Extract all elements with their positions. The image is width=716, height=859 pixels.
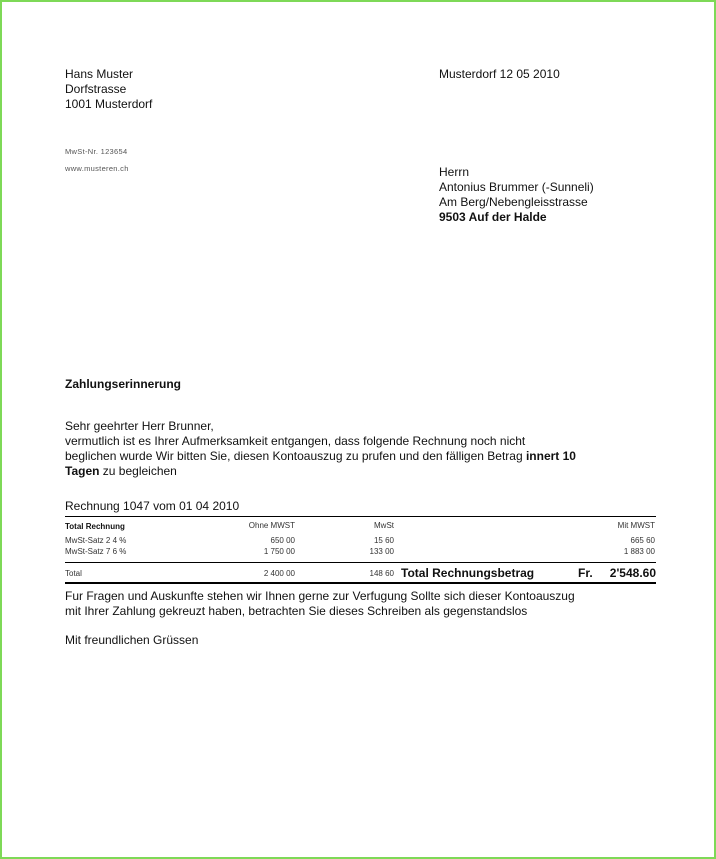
invoice-title: Rechnung 1047 vom 01 04 2010 bbox=[65, 499, 240, 513]
recipient-city: 9503 Auf der Halde bbox=[439, 210, 547, 224]
row-label: MwSt-Satz 2 4 % bbox=[65, 536, 127, 545]
invoice-top-rule bbox=[65, 516, 656, 517]
body-deadline-part-1: innert 10 bbox=[525, 449, 576, 463]
sender-city: 1001 Musterdorf bbox=[65, 97, 153, 111]
sender-street: Dorfstrasse bbox=[65, 82, 127, 96]
recipient-name: Antonius Brummer (-Sunneli) bbox=[439, 180, 594, 194]
sender-address bbox=[65, 67, 152, 112]
table-header-gross: Mit MWST bbox=[617, 521, 655, 530]
row-vat: 15 60 bbox=[373, 536, 394, 545]
total-net: 2 400 00 bbox=[263, 569, 295, 578]
total-vat: 148 60 bbox=[369, 569, 394, 578]
body-line-3 bbox=[65, 464, 665, 479]
row-vat: 133 00 bbox=[369, 547, 394, 556]
recipient-salutation: Herrn bbox=[439, 165, 470, 179]
total-amount: 2'548.60 bbox=[609, 566, 656, 580]
closing-line-2: mit Ihrer Zahlung gekreuzt haben, betrachten Sie dieses Schreiben als gegenstandslos bbox=[65, 604, 528, 618]
recipient-address bbox=[439, 165, 594, 225]
total-label: Total bbox=[65, 569, 82, 578]
body-line-3-text: zu begleichen bbox=[99, 464, 177, 478]
row-gross: 1 883 00 bbox=[623, 547, 655, 556]
total-double-rule bbox=[65, 582, 656, 584]
closing-regards: Mit freundlichen Grüssen bbox=[65, 633, 199, 647]
place-date: Musterdorf 12 05 2010 bbox=[439, 67, 560, 81]
sender-website: www.musteren.ch bbox=[65, 164, 129, 173]
row-net: 1 750 00 bbox=[263, 547, 295, 556]
recipient-street: Am Berg/Nebengleisstrasse bbox=[439, 195, 588, 209]
row-gross: 665 60 bbox=[630, 536, 655, 545]
row-label: MwSt-Satz 7 6 % bbox=[65, 547, 127, 556]
body-deadline-part-2: Tagen bbox=[65, 464, 100, 478]
body-line-2 bbox=[65, 449, 665, 464]
closing-text bbox=[65, 589, 665, 619]
row-net: 650 00 bbox=[270, 536, 295, 545]
total-amount-label: Total Rechnungsbetrag bbox=[401, 566, 535, 580]
table-header-vat: MwSt bbox=[374, 521, 394, 530]
closing-line-1: Fur Fragen und Auskunfte stehen wir Ihnen gerne zur Verfugung Sollte sich dieser Kontoauszug bbox=[65, 589, 575, 603]
letter-subject: Zahlungserinnerung bbox=[65, 377, 182, 391]
total-separator-rule bbox=[65, 562, 656, 563]
sender-name: Hans Muster bbox=[65, 67, 134, 81]
table-header-label: Total Rechnung bbox=[65, 522, 125, 531]
body-greeting: Sehr geehrter Herr Brunner, bbox=[65, 419, 214, 433]
letter-body bbox=[65, 419, 665, 479]
total-currency: Fr. bbox=[578, 566, 593, 580]
body-line-2-text: beglichen wurde Wir bitten Sie, diesen Kontoauszug zu prufen und den fälligen Betrag bbox=[65, 449, 526, 463]
table-header-net: Ohne MWST bbox=[248, 521, 295, 530]
body-line-1: vermutlich ist es Ihrer Aufmerksamkeit entgangen, dass folgende Rechnung noch nicht bbox=[65, 434, 526, 448]
sender-vat-number: MwSt-Nr. 123654 bbox=[65, 147, 128, 156]
